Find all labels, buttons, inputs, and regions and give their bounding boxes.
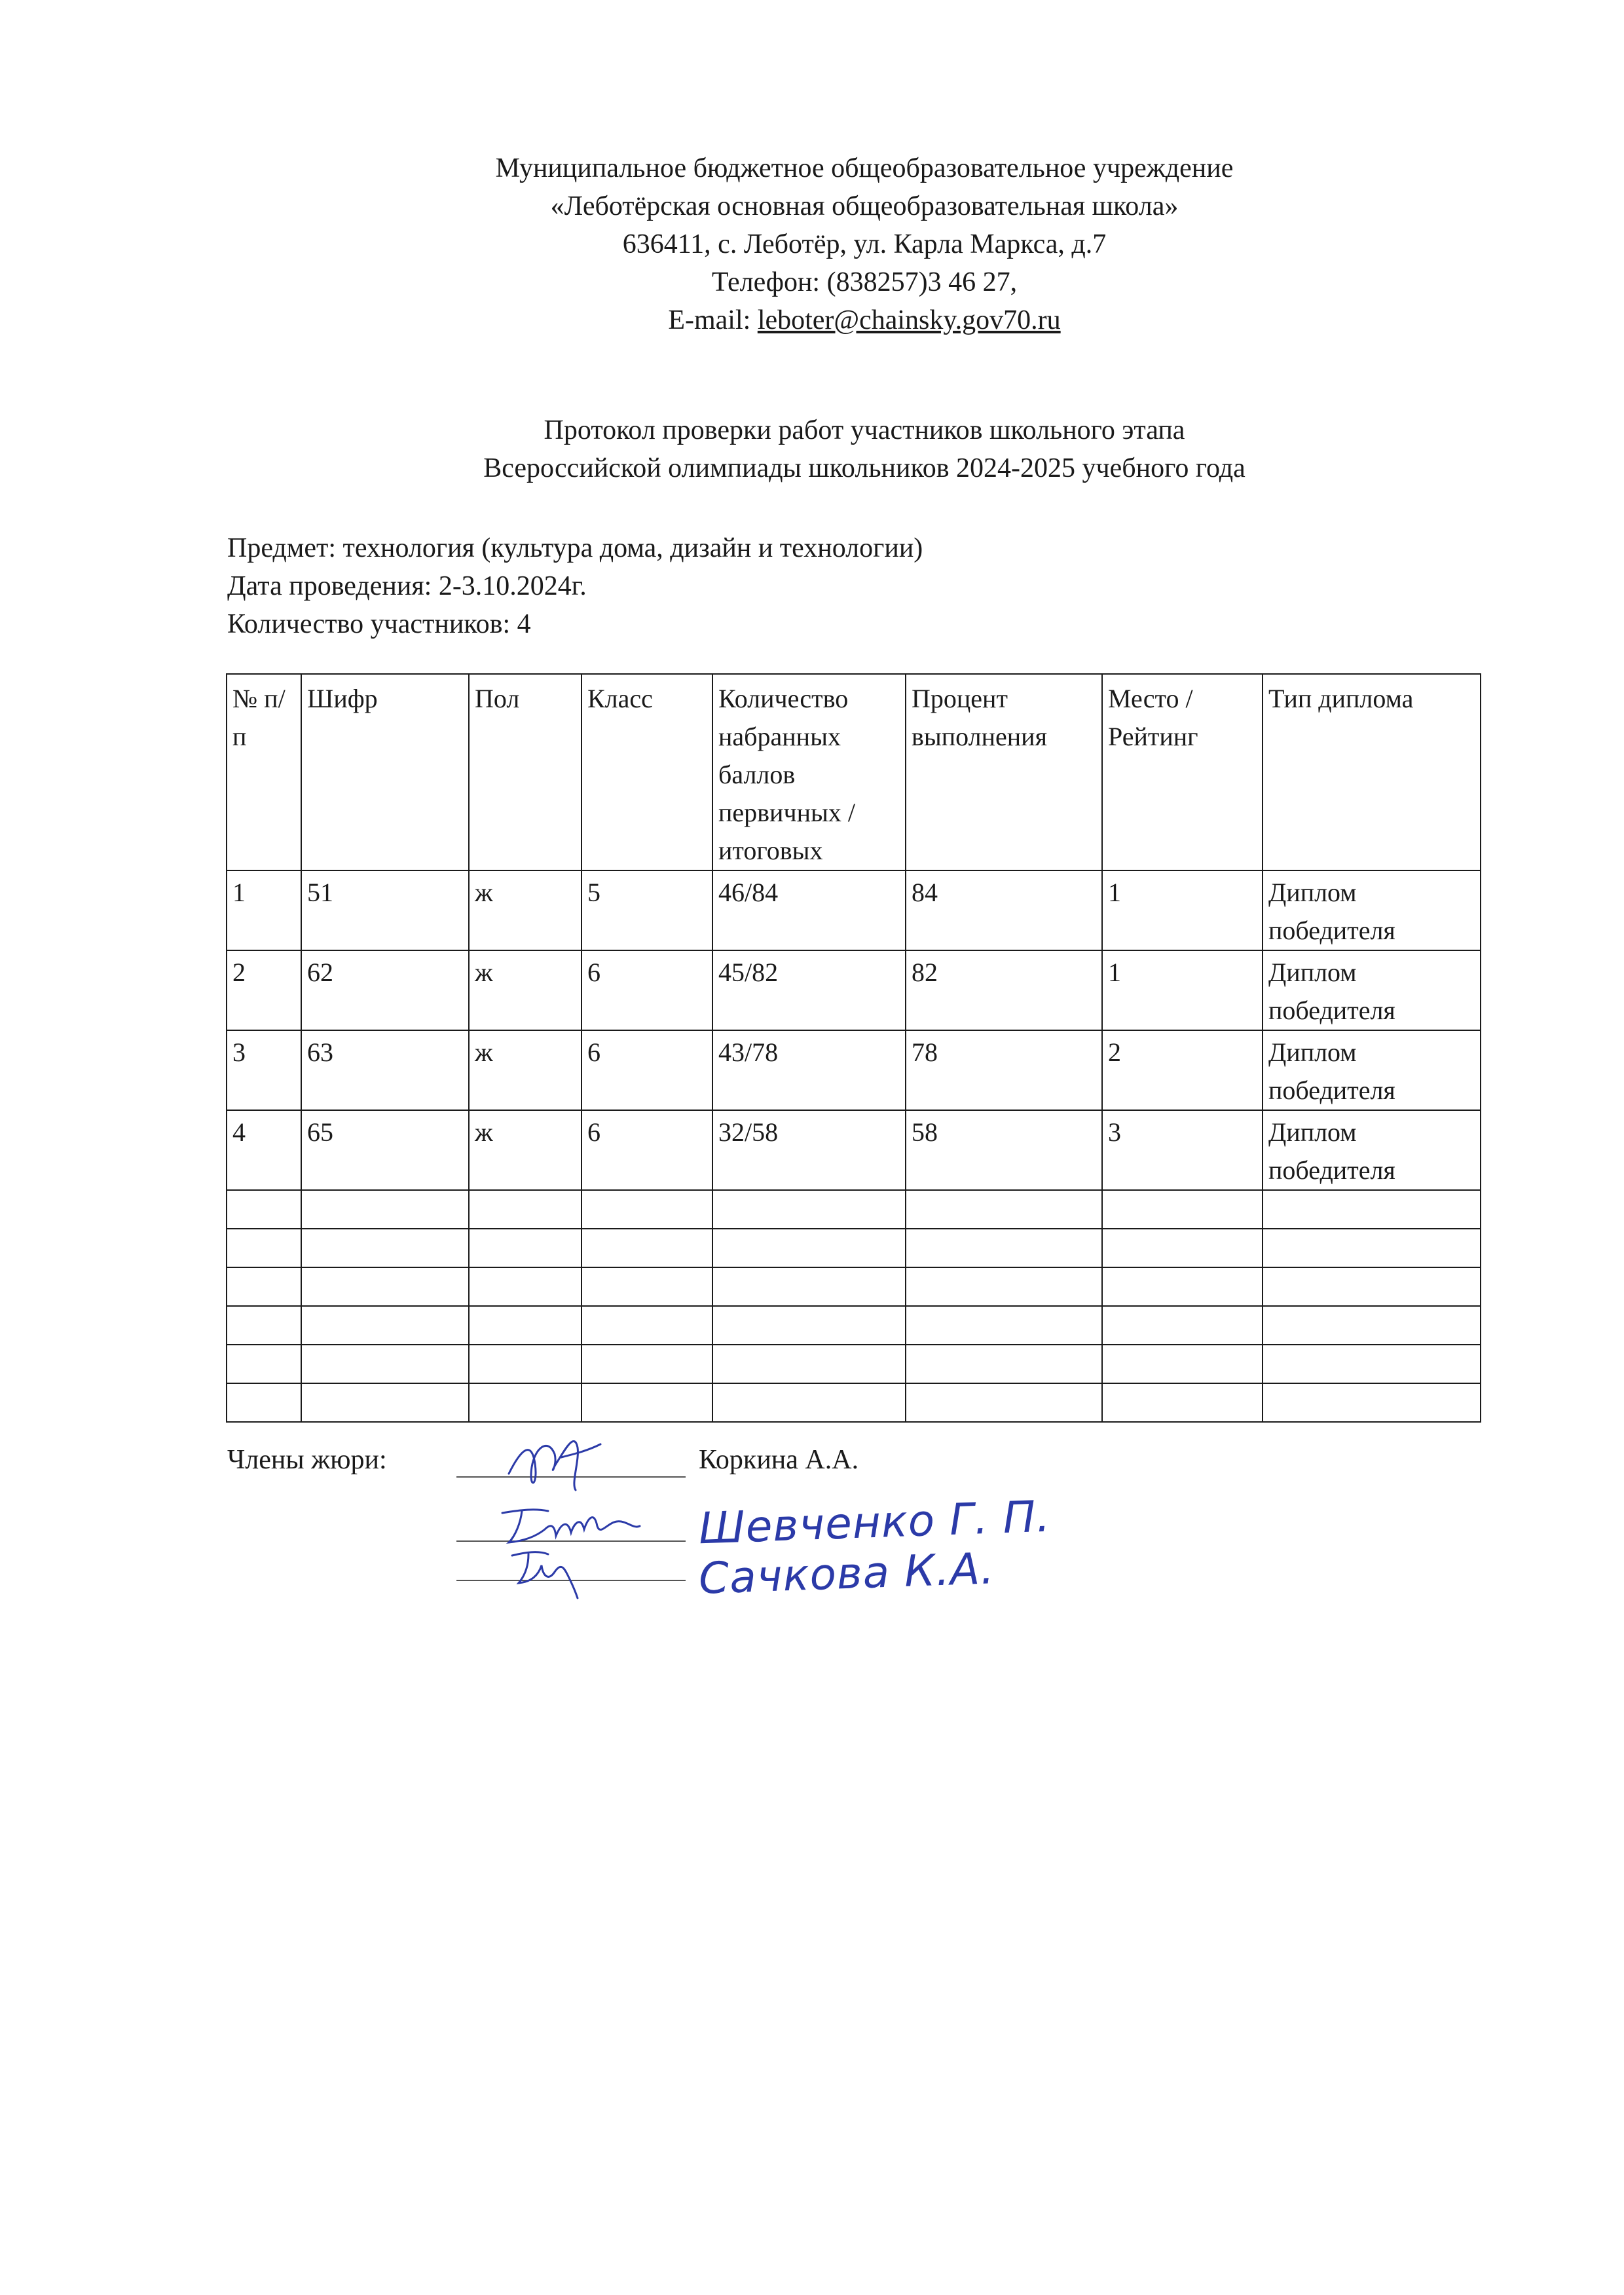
cell-number: 1 (227, 870, 301, 950)
column-header-number: № п/п (227, 674, 301, 870)
empty-cell (301, 1190, 469, 1229)
title-line-2: Всероссийской олимпиады школьников 2024-2025 учебного года (483, 453, 1246, 483)
cell-gender: ж (469, 1110, 581, 1190)
empty-cell (301, 1229, 469, 1267)
empty-cell (906, 1190, 1102, 1229)
empty-cell (1263, 1229, 1481, 1267)
cell-score: 46/84 (712, 870, 906, 950)
cell-gender: ж (469, 870, 581, 950)
cell-gender: ж (469, 950, 581, 1030)
signature-korkina (502, 1428, 620, 1500)
cell-number: 3 (227, 1030, 301, 1110)
cell-place: 2 (1102, 1030, 1263, 1110)
table-row-empty (227, 1267, 1481, 1306)
empty-cell (1263, 1267, 1481, 1306)
cell-diploma: Диплом победителя (1263, 1110, 1481, 1190)
results-table (226, 673, 1481, 1423)
empty-cell (581, 1190, 712, 1229)
empty-cell (1263, 1306, 1481, 1345)
participants-count: Количество участников: 4 (227, 609, 531, 639)
empty-cell (1102, 1229, 1263, 1267)
table-row-empty (227, 1306, 1481, 1345)
empty-cell (581, 1229, 712, 1267)
empty-cell (906, 1229, 1102, 1267)
table-row (227, 1030, 1481, 1110)
email-link[interactable]: leboter@chainsky.gov70.ru (757, 305, 1061, 335)
jury-member-name: Сачкова К.А. (697, 1543, 996, 1604)
cell-percent: 84 (906, 870, 1102, 950)
table-header-row (227, 674, 1481, 870)
cell-diploma: Диплом победителя (1263, 870, 1481, 950)
column-header-place: Место / Рейтинг (1102, 674, 1263, 870)
table-row-empty (227, 1229, 1481, 1267)
empty-cell (227, 1345, 301, 1383)
empty-cell (1102, 1383, 1263, 1422)
cell-place: 1 (1102, 950, 1263, 1030)
empty-cell (469, 1190, 581, 1229)
cell-grade: 6 (581, 1110, 712, 1190)
document-title (0, 411, 1624, 487)
empty-cell (227, 1190, 301, 1229)
empty-cell (1263, 1383, 1481, 1422)
column-header-gender: Пол (469, 674, 581, 870)
empty-cell (906, 1345, 1102, 1383)
jury-member-name: Коркина А.А. (699, 1445, 859, 1475)
empty-cell (906, 1267, 1102, 1306)
empty-cell (1263, 1345, 1481, 1383)
empty-cell (301, 1306, 469, 1345)
cell-score: 45/82 (712, 950, 906, 1030)
jury-section (227, 1441, 1406, 1637)
cell-grade: 5 (581, 870, 712, 950)
table-row (227, 1110, 1481, 1190)
column-header-grade: Класс (581, 674, 712, 870)
cell-percent: 78 (906, 1030, 1102, 1110)
cell-percent: 58 (906, 1110, 1102, 1190)
table-row-empty (227, 1383, 1481, 1422)
table-row-empty (227, 1190, 1481, 1229)
table-row (227, 950, 1481, 1030)
cell-grade: 6 (581, 1030, 712, 1110)
empty-cell (1263, 1190, 1481, 1229)
empty-cell (712, 1345, 906, 1383)
cell-percent: 82 (906, 950, 1102, 1030)
empty-cell (469, 1267, 581, 1306)
cell-code: 65 (301, 1110, 469, 1190)
cell-score: 43/78 (712, 1030, 906, 1110)
cell-place: 1 (1102, 870, 1263, 950)
empty-cell (712, 1229, 906, 1267)
empty-cell (301, 1383, 469, 1422)
jury-label: Члены жюри: (227, 1445, 387, 1475)
empty-cell (227, 1306, 301, 1345)
empty-cell (712, 1190, 906, 1229)
school-type: Муниципальное бюджетное общеобразовательное учреждение (495, 153, 1234, 183)
empty-cell (1102, 1345, 1263, 1383)
empty-cell (227, 1267, 301, 1306)
school-name: «Леботёрская основная общеобразовательная школа» (550, 191, 1179, 221)
empty-cell (906, 1383, 1102, 1422)
empty-cell (469, 1229, 581, 1267)
cell-gender: ж (469, 1030, 581, 1110)
column-header-percent: Процент выполнения (906, 674, 1102, 870)
empty-cell (469, 1306, 581, 1345)
empty-cell (712, 1306, 906, 1345)
empty-cell (581, 1345, 712, 1383)
subject-line: Предмет: технология (культура дома, дизайн и технологии) (227, 533, 923, 563)
cell-number: 2 (227, 950, 301, 1030)
empty-cell (1102, 1306, 1263, 1345)
cell-place: 3 (1102, 1110, 1263, 1190)
cell-code: 63 (301, 1030, 469, 1110)
cell-diploma: Диплом победителя (1263, 1030, 1481, 1110)
signature-sachkova (502, 1536, 620, 1601)
cell-grade: 6 (581, 950, 712, 1030)
table-row (227, 870, 1481, 950)
empty-cell (1102, 1190, 1263, 1229)
empty-cell (581, 1267, 712, 1306)
empty-cell (469, 1383, 581, 1422)
empty-cell (227, 1229, 301, 1267)
empty-cell (469, 1345, 581, 1383)
column-header-diploma: Тип диплома (1263, 674, 1481, 870)
column-header-code: Шифр (301, 674, 469, 870)
column-header-score: Количество набранных баллов первичных / итоговых (712, 674, 906, 870)
cell-diploma: Диплом победителя (1263, 950, 1481, 1030)
school-address: 636411, с. Леботёр, ул. Карла Маркса, д.7 (622, 229, 1107, 259)
jury-member-name: Шевченко Г. П. (697, 1491, 1052, 1554)
empty-cell (301, 1267, 469, 1306)
empty-cell (1102, 1267, 1263, 1306)
email-prefix: E-mail: (668, 305, 758, 335)
school-email-line (0, 301, 1624, 339)
empty-cell (227, 1383, 301, 1422)
cell-code: 51 (301, 870, 469, 950)
empty-cell (712, 1383, 906, 1422)
cell-number: 4 (227, 1110, 301, 1190)
school-phone: Телефон: (838257)3 46 27, (711, 267, 1018, 297)
protocol-meta (227, 529, 923, 643)
empty-cell (712, 1267, 906, 1306)
date-line: Дата проведения: 2-3.10.2024г. (227, 571, 587, 601)
empty-cell (581, 1383, 712, 1422)
table-row-empty (227, 1345, 1481, 1383)
title-line-1: Протокол проверки работ участников школьного этапа (544, 415, 1185, 445)
school-header (0, 149, 1624, 339)
empty-cell (301, 1345, 469, 1383)
cell-score: 32/58 (712, 1110, 906, 1190)
empty-cell (906, 1306, 1102, 1345)
empty-rows (227, 1190, 1481, 1422)
cell-code: 62 (301, 950, 469, 1030)
empty-cell (581, 1306, 712, 1345)
